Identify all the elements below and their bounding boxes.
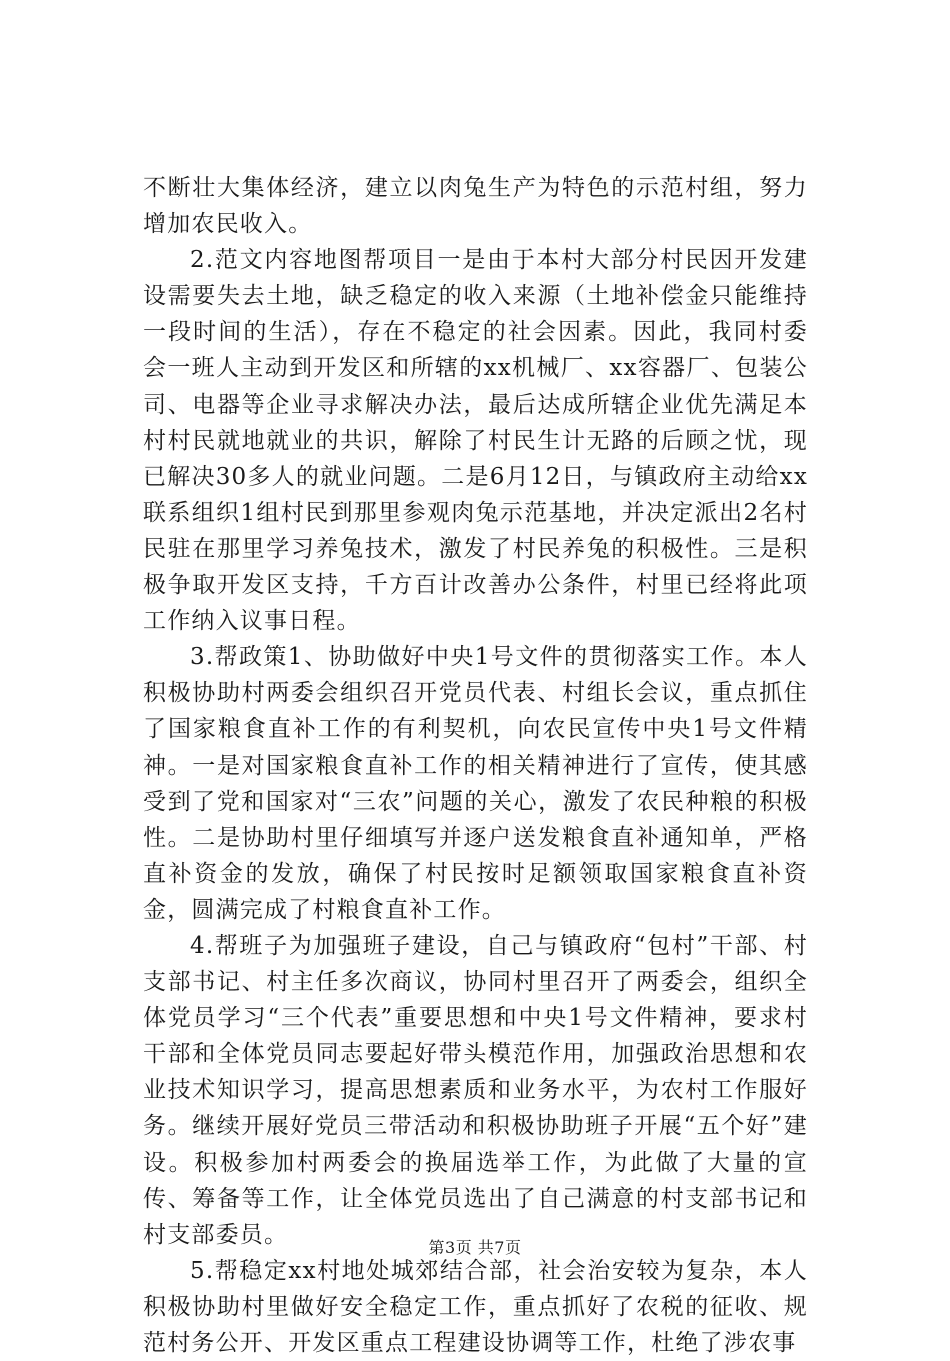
paragraph-continuation: 不断壮大集体经济，建立以肉兔生产为特色的示范村组，努力增加农民收入。 [143, 175, 808, 238]
document-body [143, 170, 808, 1361]
paragraph-item-2: 2.范文内容地图帮项目一是由于本村大部分村民因开发建设需要失去土地，缺乏稳定的收入来源（土地补偿金只能维持一段时间的生活），存在不稳定的社会因素。因此，我同村委会一班人主动到开发区和所辖的xx机械厂、xx容器厂、包装公司、电器等企业寻求解决办法，最后达成所辖企业优先满足本村村民就地就业的共识，解除了村民生计无路的后顾之忧，现已解决30多人的就业问题。二是6月12日，与镇政府主动给xx联系组织1组村民到那里参观肉兔示范基地，并决定派出2名村民驻在那里学习养兔技术，激发了村民养兔的积极性。三是积极争取开发区支持，千方百计改善办公条件，村里已经将此项工作纳入议事日程。 [143, 247, 808, 635]
paragraph-item-4: 4.帮班子为加强班子建设，自己与镇政府“包村”干部、村支部书记、村主任多次商议，协同村里召开了两委会，组织全体党员学习“三个代表”重要思想和中央1号文件精神，要求村干部和全体党员同志要起好带头模范作用，加强政治思想和农业技术知识学习，提高思想素质和业务水平，为农村工作服好务。继续开展好党员三带活动和积极协助班子开展“五个好”建设。积极参加村两委会的换届选举工作，为此做了大量的宣传、筹备等工作，让全体党员选出了自己满意的村支部书记和村支部委员。 [143, 932, 808, 1248]
page-number-footer: 第3页 共7页 [428, 1238, 522, 1257]
paragraph-item-5: 5.帮稳定xx村地处城郊结合部，社会治安较为复杂，本人积极协助村里做好安全稳定工作，重点抓好了农税的征收、规范村务公开、开发区重点工程建设协调等工作，杜绝了涉农事 [143, 1257, 808, 1356]
paragraph-item-3: 3.帮政策1、协助做好中央1号文件的贯彻落实工作。本人积极协助村两委会组织召开党员代表、村组长会议，重点抓住了国家粮食直补工作的有利契机，向农民宣传中央1号文件精神。一是对国家粮食直补工作的相关精神进行了宣传，使其感受到了党和国家对“三农”问题的关心，激发了农民种粮的积极性。二是协助村里仔细填写并逐户送发粮食直补通知单，严格直补资金的发放，确保了村民按时足额领取国家粮食直补资金，圆满完成了村粮食直补工作。 [143, 644, 808, 923]
